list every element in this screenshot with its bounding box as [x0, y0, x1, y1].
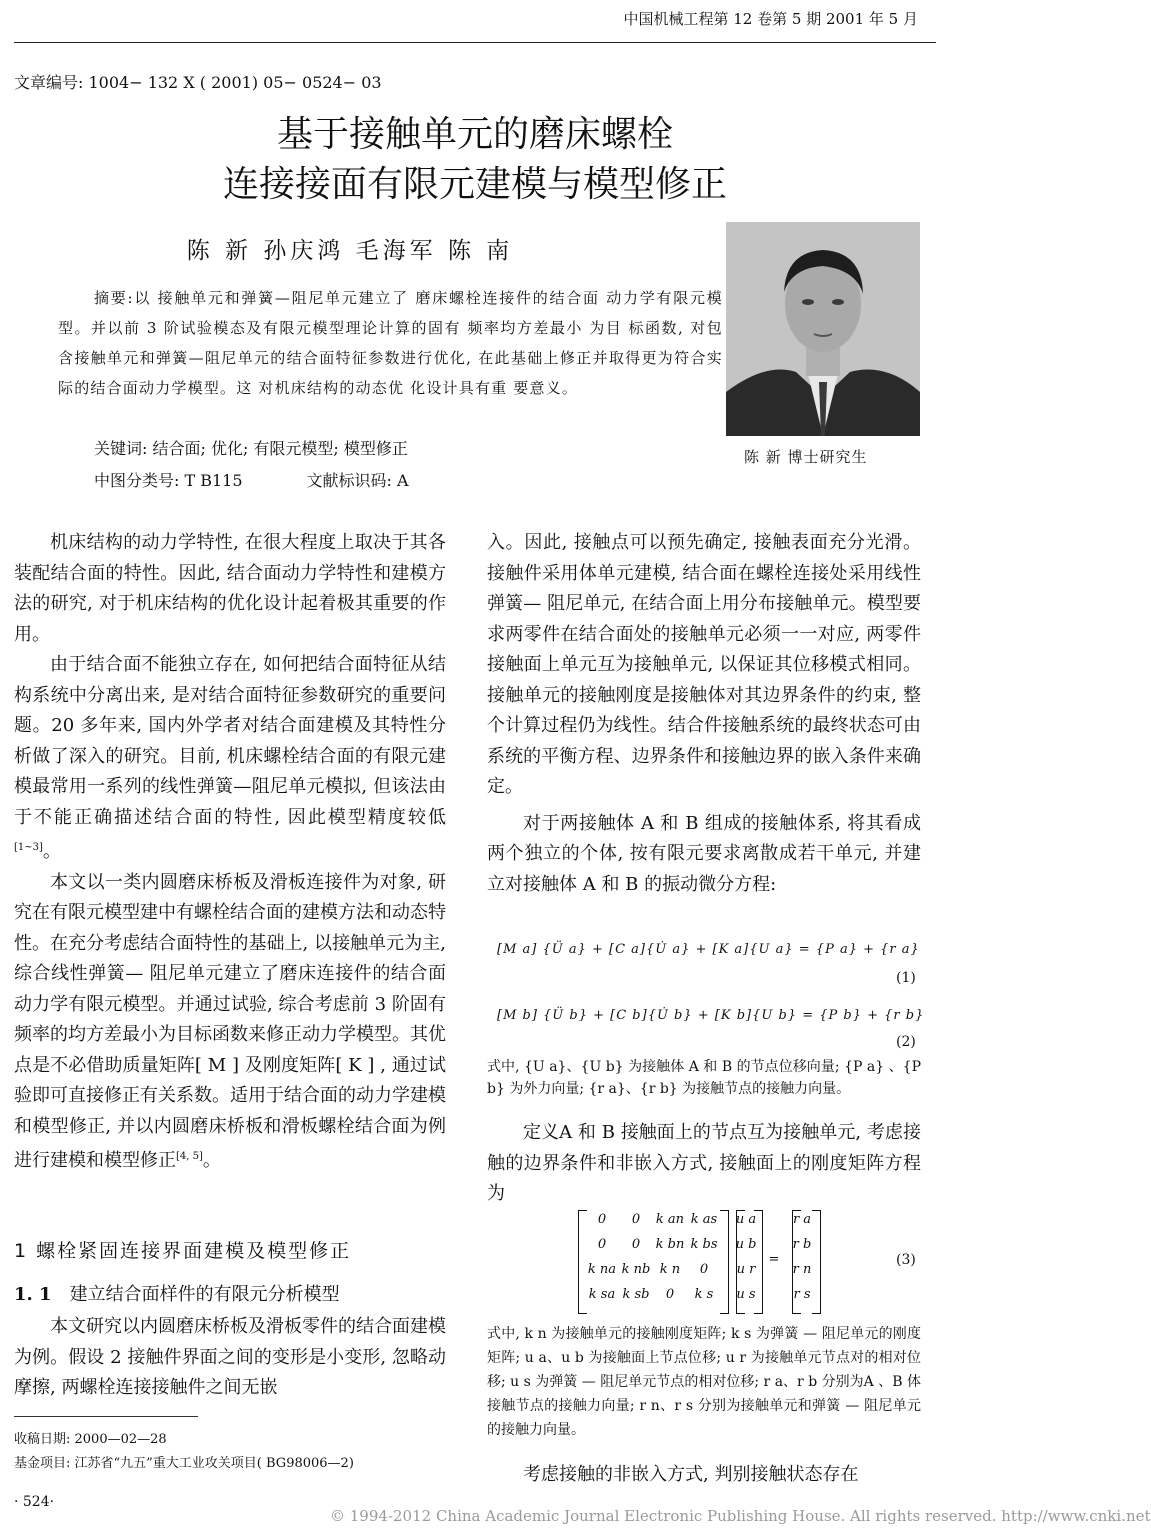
equation-1: [M a] {Ü a} + [C a]{U̇ a} + [K a]{U a} = {P a} + {r a} — [497, 942, 920, 957]
matrix-cell: 0 — [631, 1212, 641, 1227]
citation: [4, 5] — [176, 1151, 203, 1162]
paragraph: 由于结合面不能独立存在, 如何把结合面特征从结构系统中分离出来, 是对结合面特征参数研究的重要问题。20 多年来, 国内外学者对结合面建模及其特性分析做了深入的研究。目前, 机床螺栓结合面的有限元建模最常用一系列的线性弹簧—阻尼单元模拟, 但该法由于不能正确描述结合面的特性, 因此模型精度较低[1~3]。 — [14, 654, 446, 862]
paragraph: 本文以一类内圆磨床桥板及滑板连接件为对象, 研究在有限元模型建中有螺栓结合面的建模方法和动态特性。在充分考虑结合面特性的基础上, 以接触单元为主, 综合线性弹簧— 阻尼单元建立了磨床连接件的结合面动力学有限元模型。并通过试验, 综合考虑前 3 阶固有频率的均方差最小为目标函数来修正动力学模型。其优点是不必借助质量矩阵[ M ] 及刚度矩阵[ K ] , 通过试验即可直接修正有关系数。适用于结合面的动力学建模和模型修正, 并以内圆磨床桥板和滑板螺栓结合面为例进行建模和模型修正[4, 5]。 — [14, 871, 446, 1171]
matrix-cell: k na — [587, 1262, 617, 1277]
left-column — [14, 528, 446, 1177]
matrix-cell: k nb — [621, 1262, 651, 1277]
vector-r-cell: r n — [792, 1262, 812, 1277]
paragraph: 对于两接触体 A 和 B 组成的接触体系, 将其看成两个独立的个体, 按有限元要求离散成若干单元, 并建立对接触体 A 和 B 的振动微分方程: — [487, 812, 921, 895]
brace — [792, 1210, 801, 1314]
paper-title-line2: 连接接面有限元建模与模型修正 — [222, 164, 727, 205]
page-number: · 524· — [14, 1494, 55, 1510]
right-column — [487, 528, 921, 900]
abstract-label: 摘要: — [94, 289, 134, 307]
paper-title-line1: 基于接触单元的磨床螺栓 — [276, 114, 673, 155]
matrix-cell: 0 — [631, 1237, 641, 1252]
matrix-cell: 0 — [597, 1237, 607, 1252]
brace — [736, 1210, 745, 1314]
equation-3-number: (3) — [896, 1252, 916, 1268]
vector-r-cell: r b — [792, 1237, 812, 1252]
vector-u-cell: u b — [735, 1237, 757, 1252]
vector-u-cell: u a — [735, 1212, 757, 1227]
clc-number: 中图分类号: T B115 — [94, 471, 243, 490]
paragraph: 入。因此, 接触点可以预先确定, 接触表面充分光滑。接触件采用体单元建模, 结合面在螺栓连接处采用线性弹簧— 阻尼单元, 在结合面上用分布接触单元。模型要求两零件在结合面处的接触单元必须一一对应, 两零件接触面上单元互为接触单元, 以保证其位移模式相同。接触单元的接触刚度是接触体对其边界条件的约束, 整个计算过程仍为线性。结合件接触系统的最终状态可由系统的平衡方程、边界条件和接触边界的嵌入条件来确定。 — [487, 532, 921, 797]
abstract-text: 以 接触单元和弹簧—阻尼单元建立了 磨床螺栓连接件的结合面 动力学有限元模型。并以前 3 阶试验模态及有限元模型理论计算的固有 频率均方差最小 为目 标函数, 对包含接触单元和弹簧—阻尼单元的结合面特征参数进行优化, 在此基础上修正并取得更为符合实际的结合面动力学模型。这 对机床结构的动态优 化设计具有重 要意义。 — [58, 289, 723, 397]
authors: 陈 新 孙庆鸿 毛海军 陈 南 — [186, 238, 514, 264]
paragraph: 考虑接触的非嵌入方式, 判别接触状态存在 — [523, 1464, 859, 1485]
footnote-fund: 基金项目: 江苏省“九五”重大工业攻关项目( BG98006—2) — [14, 1456, 354, 1471]
matrix-cell: k bs — [690, 1237, 718, 1252]
matrix-cell: 0 — [665, 1287, 675, 1302]
vector-r-cell: r s — [793, 1287, 811, 1302]
header-rule — [14, 42, 936, 43]
paragraph: 定义A 和 B 接触面上的节点互为接触单元, 考虑接触的边界条件和非嵌入方式, 接触面上的刚度矩阵方程为 — [487, 1122, 921, 1204]
vector-r-cell: r a — [792, 1212, 812, 1227]
brace — [754, 1210, 763, 1314]
brace — [812, 1210, 821, 1314]
vector-u-cell: u r — [736, 1262, 756, 1277]
paragraph: 机床结构的动力学特性, 在很大程度上取决于其各装配结合面的特性。因此, 结合面动力学特性和建模方法的研究, 对于机床结构的优化设计起着极其重要的作用。 — [14, 532, 446, 645]
classification — [94, 468, 409, 491]
matrix-notes: 式中, k n 为接触单元的接触刚度矩阵; k s 为弹簧 — 阻尼单元的刚度矩阵; u a、u b 为接触面上节点位移; u r 为接触单元节点对的相对位移; u s 为弹簧 — 阻尼单元节点的相对位移; r a、r b 分别为A 、B 体接触节点的接触力向量; r n、r s 分别为接触单元和弹簧 — 阻尼单元的接触力向量。 — [487, 1326, 921, 1438]
vector-u-cell: u s — [736, 1287, 756, 1302]
matrix-cell: 0 — [597, 1212, 607, 1227]
matrix-cell: k n — [659, 1262, 681, 1277]
equation-1-number: (1) — [896, 970, 916, 986]
matrix-cell: k sa — [588, 1287, 616, 1302]
matrix-cell: k bn — [655, 1237, 685, 1252]
paragraph: 本文研究以内圆磨床桥板及滑板零件的结合面建模为例。假设 2 接触件界面之间的变形是小变形, 忽略动摩擦, 两螺栓连接接触件之间无嵌 — [14, 1316, 446, 1398]
subsection-heading: 1. 1 建立结合面样件的有限元分析模型 — [14, 1284, 340, 1305]
keywords: 关键词: 结合面; 优化; 有限元模型; 模型修正 — [94, 439, 408, 458]
matrix-cell: k sb — [622, 1287, 650, 1302]
left-column-tail — [14, 1312, 446, 1404]
equation-2-number: (2) — [896, 1034, 916, 1050]
document-code: 文献标识码: A — [306, 471, 409, 490]
author-photo — [726, 222, 920, 436]
matrix-cell: k s — [694, 1287, 714, 1302]
matrix-cell: k an — [655, 1212, 685, 1227]
copyright-watermark: © 1994-2012 China Academic Journal Electronic Publishing House. All rights reserved. http://www.cnki.net — [330, 1507, 1151, 1525]
photo-caption: 陈 新 博士研究生 — [744, 448, 868, 466]
abstract — [58, 283, 723, 403]
matrix-cell: k as — [690, 1212, 718, 1227]
matrix-cell: 0 — [699, 1262, 709, 1277]
right-column-end — [487, 1460, 921, 1491]
equation-2: [M b] {Ü b} + [C b]{U̇ b} + [K b]{U b} = {P b} + {r b} — [497, 1008, 925, 1023]
footnote-rule — [14, 1416, 198, 1417]
footnote-received: 收稿日期: 2000—02—28 — [14, 1432, 167, 1447]
equals-sign: = — [768, 1252, 780, 1267]
right-column-mid — [487, 1118, 921, 1210]
citation: [1~3] — [14, 842, 43, 853]
section-heading: 1 螺栓紧固连接界面建模及模型修正 — [14, 1240, 352, 1262]
article-number: 文章编号: 1004− 132 X ( 2001) 05− 0524− 03 — [14, 73, 382, 92]
equation-notes: 式中, {U a}、{U b} 为接触体 A 和 B 的节点位移向量; {P a} 、{P b} 为外力向量; {r a}、{r b} 为接触节点的接触力向量。 — [487, 1059, 921, 1097]
journal-header: 中国机械工程第 12 卷第 5 期 2001 年 5 月 — [623, 10, 918, 28]
